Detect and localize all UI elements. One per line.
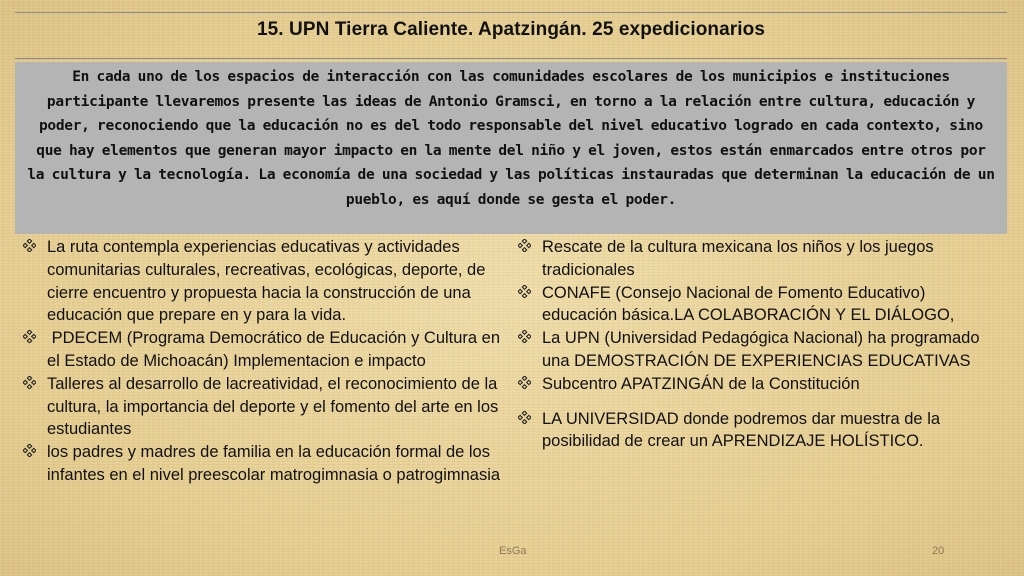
four-diamond-bullet-icon: [23, 236, 47, 259]
four-diamond-bullet-icon: [518, 408, 542, 431]
list-item-text: LA UNIVERSIDAD donde podremos dar muestra de la posibilidad de crear un APRENDIZAJE HOLÍSTICO.: [542, 409, 941, 451]
list-item-text: La ruta contempla experiencias educativas y actividades comunitarias culturales, recreativas, ecológicas, deporte, de cierre encuentro y propuesta hacia la construcción de una educación que prepare en y para la vida.: [47, 238, 486, 325]
list-item: [518, 236, 998, 282]
list-item: [23, 441, 501, 487]
list-item-text: CONAFE (Consejo Nacional de Fomento Educativo) educación básica.LA COLABORACIÓN Y EL DIÁLOGO,: [542, 283, 955, 325]
four-diamond-bullet-icon: [518, 282, 542, 305]
page-number: 20: [932, 545, 945, 557]
list-item: [23, 327, 505, 373]
list-item-text: Subcentro APATZINGÁN de la Constitución: [542, 374, 860, 393]
title-rule: [15, 58, 1007, 59]
intro-box: [15, 62, 1007, 234]
list-item-text: Rescate de la cultura mexicana los niños y los juegos tradicionales: [542, 238, 934, 279]
left-bullet-list: [23, 236, 505, 487]
footer-label: EsGa: [499, 545, 527, 557]
list-item: [518, 327, 998, 373]
four-diamond-bullet-icon: [518, 236, 542, 259]
right-bullet-list: [518, 236, 998, 453]
four-diamond-bullet-icon: [23, 441, 47, 464]
four-diamond-bullet-icon: [23, 373, 47, 396]
four-diamond-bullet-icon: [518, 373, 542, 396]
list-item: [518, 373, 998, 396]
four-diamond-bullet-icon: [518, 327, 542, 350]
list-item: [23, 373, 501, 441]
list-item: [23, 236, 501, 327]
list-item-text: La UPN (Universidad Pedagógica Nacional) ha programado una DEMOSTRACIÓN DE EXPERIENCIAS EDUCATIVAS: [542, 329, 980, 370]
intro-paragraph: En cada uno de los espacios de interacción con las comunidades escolares de los municipios e instituciones participante llevaremos presente las ideas de Antonio Gramsci, en torno a la relación entre cultura, educación y poder, reconociendo que la educación no es del todo responsable del nivel educativo logrado en cada contexto, sino que hay elementos que generan mayor impacto en la mente del niño y el joven, estos están enmarcados entre otros por la cultura y la tecnología. La economía de una sociedad y las políticas instauradas que determinan la educación de un pueblo, es aquí donde se gesta el poder.: [27, 69, 995, 208]
list-item: [518, 282, 998, 328]
four-diamond-bullet-icon: [23, 327, 47, 350]
list-item-text: los padres y madres de familia en la educación formal de los infantes en el nivel preescolar matrogimnasia o patrogimnasia: [47, 443, 501, 484]
top-rule: [15, 12, 1007, 13]
slide-title: 15. UPN Tierra Caliente. Apatzingán. 25 expedicionarios: [256, 19, 766, 40]
list-item-text: Talleres al desarrollo de lacreatividad, el reconocimiento de la cultura, la importancia del deporte y el fomento del arte en los estudiantes: [47, 374, 499, 439]
list-item-text: PDECEM (Programa Democrático de Educación y Cultura en el Estado de Michoacán) Implementacion e impacto: [47, 329, 505, 370]
list-item: [518, 408, 998, 454]
